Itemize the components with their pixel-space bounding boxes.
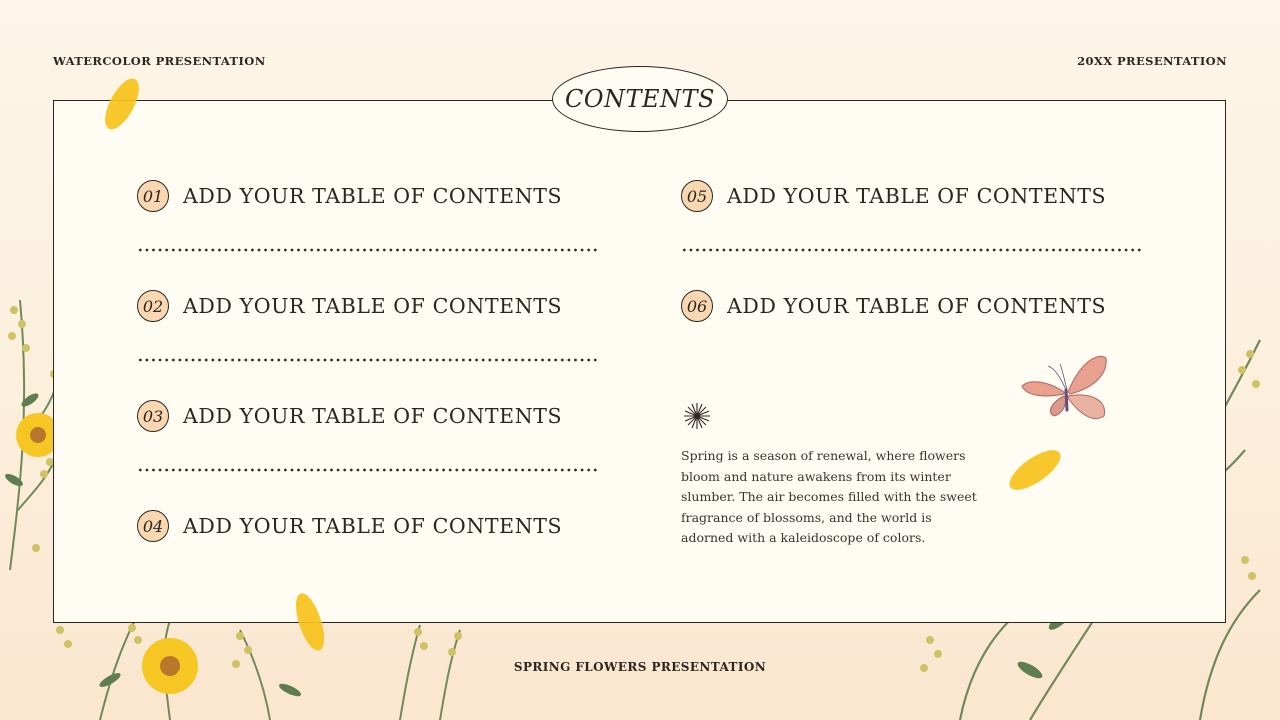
dotted-divider xyxy=(137,358,599,362)
toc-item-05[interactable] xyxy=(681,178,1106,214)
toc-item-label: ADD YOUR TABLE OF CONTENTS xyxy=(183,404,563,428)
header-left-label: WATERCOLOR PRESENTATION xyxy=(53,54,266,68)
toc-item-06[interactable] xyxy=(681,288,1106,324)
toc-number-badge: 03 xyxy=(137,400,169,432)
dotted-divider xyxy=(681,248,1143,252)
toc-item-label: ADD YOUR TABLE OF CONTENTS xyxy=(727,184,1107,208)
toc-item-label: ADD YOUR TABLE OF CONTENTS xyxy=(183,514,563,538)
contents-title xyxy=(552,66,728,132)
toc-item-01[interactable] xyxy=(137,178,562,214)
toc-item-label: ADD YOUR TABLE OF CONTENTS xyxy=(183,184,563,208)
header-right-label: 20XX PRESENTATION xyxy=(1077,54,1227,68)
toc-item-02[interactable] xyxy=(137,288,562,324)
toc-number-badge: 04 xyxy=(137,510,169,542)
toc-number-badge: 05 xyxy=(681,180,713,212)
butterfly-icon xyxy=(1020,352,1112,426)
description-text: Spring is a season of renewal, where flowers bloom and nature awakens from its winter slumber. The air becomes filled with the sweet fragrance of blossoms, and the world is adorned with a kaleidoscope of colors. xyxy=(681,448,977,545)
sparkle-icon xyxy=(683,402,711,430)
petal-icon xyxy=(288,590,332,654)
petal-icon xyxy=(96,74,148,134)
toc-number-badge: 06 xyxy=(681,290,713,322)
petal-icon xyxy=(1002,444,1068,496)
toc-number-badge: 02 xyxy=(137,290,169,322)
footer-label: SPRING FLOWERS PRESENTATION xyxy=(513,660,767,674)
toc-item-04[interactable] xyxy=(137,508,562,544)
contents-title-text: CONTENTS xyxy=(564,85,715,113)
dotted-divider xyxy=(137,468,599,472)
toc-number-badge: 01 xyxy=(137,180,169,212)
toc-item-label: ADD YOUR TABLE OF CONTENTS xyxy=(183,294,563,318)
toc-item-label: ADD YOUR TABLE OF CONTENTS xyxy=(727,294,1107,318)
toc-item-03[interactable] xyxy=(137,398,562,434)
dotted-divider xyxy=(137,248,599,252)
